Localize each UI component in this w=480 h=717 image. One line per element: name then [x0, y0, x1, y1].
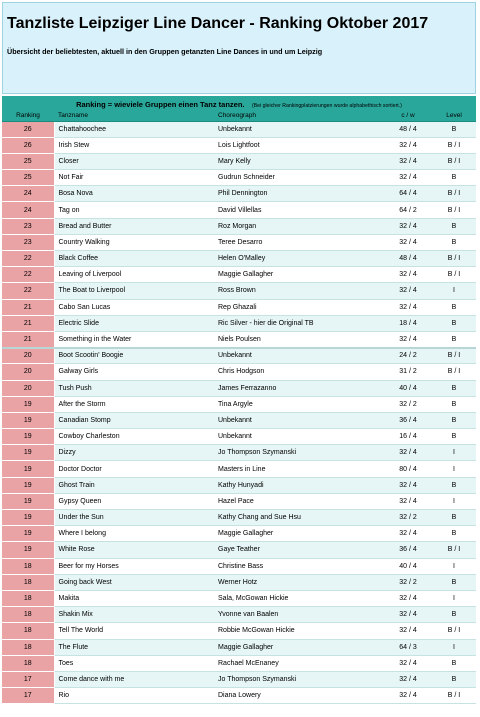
banner-main-text: Ranking = wieviele Gruppen einen Tanz tanzen.	[76, 100, 245, 109]
cell-rank: 19	[2, 412, 54, 428]
table-row	[2, 526, 476, 542]
banner-note-text: (Bei gleicher Rankingplatzierungen wurde alphabethisch sortiert.)	[251, 103, 402, 109]
cell-rank: 19	[2, 461, 54, 477]
cell-counts-walls: 32 / 2	[384, 574, 432, 590]
cell-dance-name: The Boat to Liverpool	[54, 283, 214, 299]
cell-dance-name: Makita	[54, 590, 214, 606]
cell-level: B / I	[432, 186, 476, 202]
cell-dance-name: Bread and Butter	[54, 218, 214, 234]
cell-rank: 25	[2, 153, 54, 169]
cell-level: B / I	[432, 251, 476, 267]
table-row	[2, 170, 476, 186]
cell-level: B	[432, 655, 476, 671]
cell-choreograph: Maggie Gallagher	[214, 267, 384, 283]
cell-choreograph: Jo Thompson Szymanski	[214, 671, 384, 687]
table-row	[2, 639, 476, 655]
cell-counts-walls: 32 / 4	[384, 283, 432, 299]
cell-rank: 23	[2, 234, 54, 250]
cell-counts-walls: 40 / 4	[384, 380, 432, 396]
cell-dance-name: Cowboy Charleston	[54, 429, 214, 445]
cell-rank: 24	[2, 202, 54, 218]
cell-counts-walls: 32 / 4	[384, 493, 432, 509]
cell-level: B	[432, 574, 476, 590]
cell-rank: 18	[2, 574, 54, 590]
table-row	[2, 477, 476, 493]
cell-choreograph: Niels Poulsen	[214, 331, 384, 347]
cell-choreograph: Tina Argyle	[214, 396, 384, 412]
page-title: Tanzliste Leipziger Line Dancer - Ranking Oktober 2017	[7, 15, 429, 32]
cell-choreograph: Unbekannt	[214, 429, 384, 445]
cell-counts-walls: 36 / 4	[384, 412, 432, 428]
cell-counts-walls: 48 / 4	[384, 251, 432, 267]
cell-rank: 18	[2, 655, 54, 671]
cell-dance-name: Shakin Mix	[54, 607, 214, 623]
cell-dance-name: Chattahoochee	[54, 121, 214, 137]
cell-counts-walls: 32 / 4	[384, 623, 432, 639]
cell-rank: 19	[2, 429, 54, 445]
cell-counts-walls: 32 / 4	[384, 170, 432, 186]
cell-rank: 19	[2, 526, 54, 542]
cell-choreograph: Mary Kelly	[214, 153, 384, 169]
cell-level: B	[432, 477, 476, 493]
cell-counts-walls: 32 / 4	[384, 331, 432, 347]
cell-rank: 19	[2, 396, 54, 412]
cell-level: I	[432, 558, 476, 574]
cell-dance-name: Under the Sun	[54, 510, 214, 526]
cell-choreograph: Diana Lowery	[214, 688, 384, 704]
cell-choreograph: Kathy Hunyadi	[214, 477, 384, 493]
cell-rank: 17	[2, 688, 54, 704]
cell-choreograph: Sala, McGowan Hickie	[214, 590, 384, 606]
cell-dance-name: Something in the Water	[54, 331, 214, 347]
cell-dance-name: Tell The World	[54, 623, 214, 639]
column-header-cw: c / w	[384, 110, 432, 121]
cell-level: B	[432, 299, 476, 315]
cell-dance-name: After the Storm	[54, 396, 214, 412]
table-row	[2, 510, 476, 526]
cell-counts-walls: 32 / 4	[384, 688, 432, 704]
cell-choreograph: Helen O'Malley	[214, 251, 384, 267]
cell-level: B / I	[432, 267, 476, 283]
cell-level: B	[432, 331, 476, 347]
cell-rank: 20	[2, 348, 54, 364]
cell-choreograph: Phil Dennington	[214, 186, 384, 202]
cell-dance-name: Boot Scootin' Boogie	[54, 348, 214, 364]
cell-choreograph: Christine Bass	[214, 558, 384, 574]
table-row	[2, 461, 476, 477]
cell-dance-name: Toes	[54, 655, 214, 671]
cell-rank: 21	[2, 315, 54, 331]
cell-rank: 18	[2, 590, 54, 606]
table-row	[2, 137, 476, 153]
table-row	[2, 186, 476, 202]
cell-rank: 20	[2, 364, 54, 380]
cell-level: I	[432, 639, 476, 655]
cell-counts-walls: 24 / 2	[384, 348, 432, 364]
cell-level: B	[432, 234, 476, 250]
cell-dance-name: Electric Slide	[54, 315, 214, 331]
table-row	[2, 590, 476, 606]
table-body	[2, 121, 476, 704]
table-row	[2, 558, 476, 574]
cell-dance-name: Going back West	[54, 574, 214, 590]
cell-counts-walls: 64 / 2	[384, 202, 432, 218]
cell-level: B / I	[432, 688, 476, 704]
cell-counts-walls: 32 / 4	[384, 299, 432, 315]
cell-dance-name: Canadian Stomp	[54, 412, 214, 428]
table-row	[2, 267, 476, 283]
cell-counts-walls: 32 / 4	[384, 218, 432, 234]
cell-dance-name: White Rose	[54, 542, 214, 558]
cell-level: B / I	[432, 542, 476, 558]
cell-dance-name: Doctor Doctor	[54, 461, 214, 477]
cell-counts-walls: 64 / 3	[384, 639, 432, 655]
cell-rank: 21	[2, 331, 54, 347]
cell-rank: 19	[2, 510, 54, 526]
table-row	[2, 299, 476, 315]
cell-rank: 20	[2, 380, 54, 396]
cell-choreograph: Gaye Teather	[214, 542, 384, 558]
cell-rank: 21	[2, 299, 54, 315]
table-row	[2, 412, 476, 428]
cell-counts-walls: 32 / 4	[384, 137, 432, 153]
cell-counts-walls: 48 / 4	[384, 121, 432, 137]
cell-counts-walls: 32 / 4	[384, 655, 432, 671]
table-row	[2, 396, 476, 412]
cell-rank: 18	[2, 607, 54, 623]
cell-level: I	[432, 493, 476, 509]
table-row	[2, 283, 476, 299]
cell-level: B	[432, 526, 476, 542]
cell-level: B / I	[432, 137, 476, 153]
cell-level: B	[432, 510, 476, 526]
cell-dance-name: Black Coffee	[54, 251, 214, 267]
table-row	[2, 671, 476, 687]
cell-level: B / I	[432, 364, 476, 380]
cell-choreograph: Werner Hotz	[214, 574, 384, 590]
table-row	[2, 493, 476, 509]
cell-choreograph: David Villellas	[214, 202, 384, 218]
column-header-level: Level	[432, 110, 476, 121]
cell-level: B / I	[432, 348, 476, 364]
cell-counts-walls: 32 / 4	[384, 526, 432, 542]
cell-level: B	[432, 121, 476, 137]
column-header-ranking: Ranking	[2, 110, 54, 121]
cell-choreograph: Kathy Chang and Sue Hsu	[214, 510, 384, 526]
cell-counts-walls: 18 / 4	[384, 315, 432, 331]
table-row	[2, 153, 476, 169]
cell-counts-walls: 32 / 2	[384, 396, 432, 412]
table-row	[2, 445, 476, 461]
cell-choreograph: James Ferrazanno	[214, 380, 384, 396]
cell-counts-walls: 36 / 4	[384, 542, 432, 558]
cell-dance-name: Leaving of Liverpool	[54, 267, 214, 283]
table-row	[2, 574, 476, 590]
cell-choreograph: Robbie McGowan Hickie	[214, 623, 384, 639]
cell-counts-walls: 64 / 4	[384, 186, 432, 202]
cell-choreograph: Rachael McEnaney	[214, 655, 384, 671]
cell-dance-name: Bosa Nova	[54, 186, 214, 202]
cell-rank: 18	[2, 623, 54, 639]
cell-choreograph: Roz Morgan	[214, 218, 384, 234]
cell-choreograph: Jo Thompson Szymanski	[214, 445, 384, 461]
table-row	[2, 348, 476, 364]
cell-level: I	[432, 590, 476, 606]
table-row	[2, 655, 476, 671]
cell-level: I	[432, 445, 476, 461]
cell-rank: 22	[2, 251, 54, 267]
cell-dance-name: Cabo San Lucas	[54, 299, 214, 315]
cell-level: I	[432, 461, 476, 477]
cell-choreograph: Rep Ghazali	[214, 299, 384, 315]
cell-level: B	[432, 671, 476, 687]
cell-choreograph: Hazel Pace	[214, 493, 384, 509]
cell-counts-walls: 32 / 4	[384, 445, 432, 461]
page-subtitle: Übersicht der beliebtesten, aktuell in den Gruppen getanzten Line Dances in und um Leipzig	[7, 47, 323, 56]
cell-level: B	[432, 607, 476, 623]
cell-choreograph: Maggie Gallagher	[214, 526, 384, 542]
cell-rank: 19	[2, 493, 54, 509]
table-row	[2, 234, 476, 250]
cell-level: B	[432, 429, 476, 445]
cell-level: B / I	[432, 153, 476, 169]
cell-level: B	[432, 218, 476, 234]
cell-rank: 25	[2, 170, 54, 186]
ranking-table	[2, 110, 476, 704]
cell-rank: 19	[2, 542, 54, 558]
table-row	[2, 202, 476, 218]
table-row	[2, 121, 476, 137]
cell-rank: 26	[2, 121, 54, 137]
cell-level: B / I	[432, 202, 476, 218]
cell-dance-name: Irish Stew	[54, 137, 214, 153]
cell-level: B / I	[432, 623, 476, 639]
cell-rank: 22	[2, 283, 54, 299]
table-row	[2, 542, 476, 558]
cell-dance-name: The Flute	[54, 639, 214, 655]
cell-counts-walls: 32 / 4	[384, 590, 432, 606]
cell-counts-walls: 32 / 4	[384, 671, 432, 687]
cell-dance-name: Ghost Train	[54, 477, 214, 493]
table-row	[2, 218, 476, 234]
cell-rank: 22	[2, 267, 54, 283]
cell-counts-walls: 32 / 4	[384, 477, 432, 493]
cell-counts-walls: 40 / 4	[384, 558, 432, 574]
table-row	[2, 607, 476, 623]
cell-counts-walls: 32 / 4	[384, 267, 432, 283]
cell-level: I	[432, 283, 476, 299]
header-panel	[2, 2, 476, 94]
table-row	[2, 429, 476, 445]
cell-choreograph: Maggie Gallagher	[214, 639, 384, 655]
column-header-name: Tanzname	[54, 110, 214, 121]
table-row	[2, 623, 476, 639]
cell-choreograph: Masters in Line	[214, 461, 384, 477]
cell-counts-walls: 31 / 2	[384, 364, 432, 380]
table-row	[2, 688, 476, 704]
cell-rank: 18	[2, 639, 54, 655]
cell-choreograph: Teree Desarro	[214, 234, 384, 250]
cell-counts-walls: 16 / 4	[384, 429, 432, 445]
cell-dance-name: Tag on	[54, 202, 214, 218]
cell-counts-walls: 32 / 4	[384, 607, 432, 623]
cell-choreograph: Ross Brown	[214, 283, 384, 299]
cell-rank: 19	[2, 445, 54, 461]
cell-choreograph: Yvonne van Baalen	[214, 607, 384, 623]
cell-level: B	[432, 315, 476, 331]
cell-rank: 18	[2, 558, 54, 574]
column-header-choreograph: Choreograph	[214, 110, 384, 121]
cell-level: B	[432, 380, 476, 396]
cell-choreograph: Lois Lightfoot	[214, 137, 384, 153]
table-row	[2, 315, 476, 331]
cell-rank: 24	[2, 186, 54, 202]
cell-rank: 19	[2, 477, 54, 493]
cell-rank: 26	[2, 137, 54, 153]
cell-level: B	[432, 412, 476, 428]
cell-choreograph: Unbekannt	[214, 348, 384, 364]
cell-choreograph: Chris Hodgson	[214, 364, 384, 380]
cell-dance-name: Gypsy Queen	[54, 493, 214, 509]
cell-dance-name: Come dance with me	[54, 671, 214, 687]
table-row	[2, 364, 476, 380]
table-header	[2, 110, 476, 121]
ranking-explanation-banner	[2, 96, 476, 110]
cell-counts-walls: 32 / 4	[384, 234, 432, 250]
cell-dance-name: Closer	[54, 153, 214, 169]
cell-dance-name: Beer for my Horses	[54, 558, 214, 574]
cell-counts-walls: 32 / 4	[384, 153, 432, 169]
cell-dance-name: Tush Push	[54, 380, 214, 396]
cell-counts-walls: 80 / 4	[384, 461, 432, 477]
cell-choreograph: Ric Silver - hier die Original TB	[214, 315, 384, 331]
cell-dance-name: Galway Girls	[54, 364, 214, 380]
cell-choreograph: Unbekannt	[214, 412, 384, 428]
cell-dance-name: Country Walking	[54, 234, 214, 250]
cell-rank: 17	[2, 671, 54, 687]
table-header-row	[2, 110, 476, 121]
cell-rank: 23	[2, 218, 54, 234]
cell-dance-name: Dizzy	[54, 445, 214, 461]
table-row	[2, 331, 476, 347]
cell-choreograph: Unbekannt	[214, 121, 384, 137]
cell-dance-name: Rio	[54, 688, 214, 704]
table-row	[2, 380, 476, 396]
cell-dance-name: Not Fair	[54, 170, 214, 186]
cell-dance-name: Where I belong	[54, 526, 214, 542]
cell-level: B	[432, 396, 476, 412]
cell-level: B	[432, 170, 476, 186]
cell-counts-walls: 32 / 2	[384, 510, 432, 526]
table-row	[2, 251, 476, 267]
cell-choreograph: Gudrun Schneider	[214, 170, 384, 186]
